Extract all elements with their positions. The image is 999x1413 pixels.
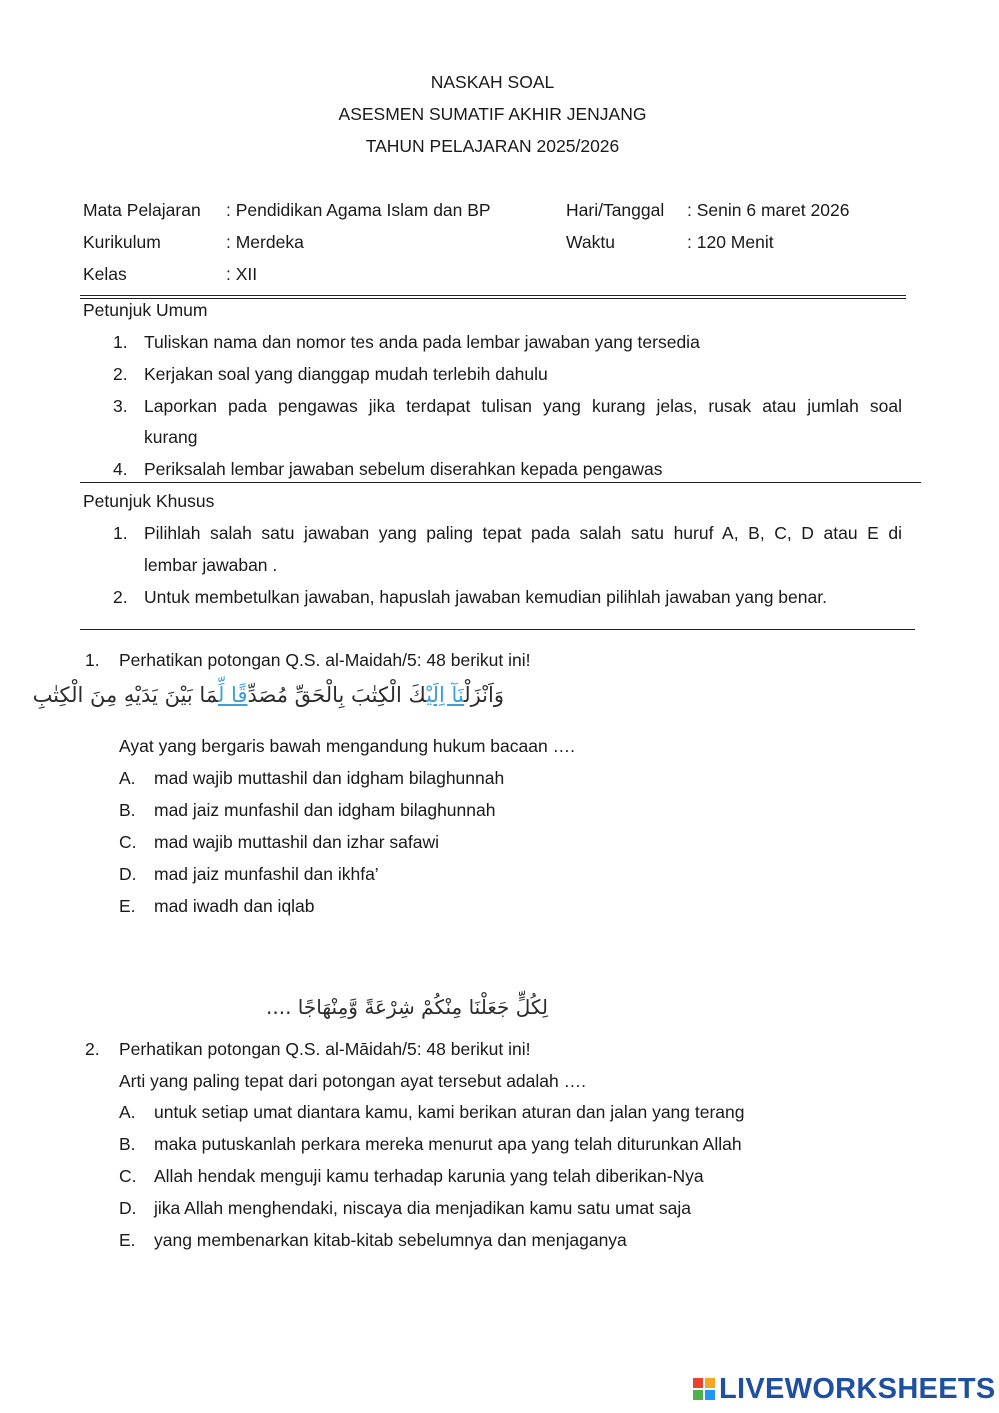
logo-square-4 [704, 1389, 716, 1401]
q2-option-c[interactable]: Allah hendak menguji kamu terhadap karunia yang telah diberikan-Nya [154, 1166, 704, 1186]
petunjuk-khusus-title: Petunjuk Khusus [83, 491, 215, 511]
divider-questions [80, 629, 915, 630]
q1-option-e-letter[interactable]: E. [119, 896, 136, 916]
q2-option-e-letter[interactable]: E. [119, 1230, 136, 1250]
q2-option-e[interactable]: yang membenarkan kitab-kitab sebelumnya dan menjaganya [154, 1230, 627, 1250]
q2-option-d[interactable]: jika Allah menghendaki, niscaya dia menjadikan kamu satu umat saja [154, 1198, 691, 1218]
doc-year: TAHUN PELAJARAN 2025/2026 [365, 136, 620, 156]
hari-label: Hari/Tanggal [566, 200, 665, 220]
pu-item-3-line2: kurang [144, 427, 198, 447]
petunjuk-umum-title: Petunjuk Umum [83, 300, 208, 320]
waktu-label: Waktu [566, 232, 615, 252]
pu-item-4: Periksalah lembar jawaban sebelum diserahkan kepada pengawas [144, 459, 663, 479]
pk-item-1-line2: lembar jawaban . [144, 555, 278, 575]
q2-option-a[interactable]: untuk setiap umat diantara kamu, kami berikan aturan dan jalan yang terang [154, 1102, 745, 1122]
q2-arabic-verse: لِكُلٍّ جَعَلْنَا مِنْكُمْ شِرْعَةً وَّمِنْهَاجًا .... [266, 995, 548, 1019]
q2-option-c-letter[interactable]: C. [119, 1166, 137, 1186]
q2-prompt: Arti yang paling tepat dari potongan ayat tersebut adalah …. [119, 1071, 586, 1091]
q1-arabic-part3: مَا بَيْنَ يَدَيْهِ مِنَ الْكِتٰبِ [32, 683, 218, 707]
pk-item-2: Untuk membetulkan jawaban, hapuslah jawaban kemudian pilihlah jawaban yang benar. [144, 587, 827, 607]
q2-option-b[interactable]: maka putuskanlah perkara mereka menurut apa yang telah diturunkan Allah [154, 1134, 742, 1154]
pk-item-1-line1: Pilihlah salah satu jawaban yang paling tepat pada salah satu huruf A, B, C, D atau E di [144, 523, 902, 543]
liveworksheets-logo[interactable] [692, 1373, 996, 1405]
divider-double-bottom [80, 298, 906, 299]
doc-subtitle: ASESMEN SUMATIF AKHIR JENJANG [338, 104, 647, 124]
q1-number: 1. [85, 650, 100, 670]
q1-option-c-letter[interactable]: C. [119, 832, 137, 852]
pu-item-1: Tuliskan nama dan nomor tes anda pada lembar jawaban yang tersedia [144, 332, 700, 352]
pu-num-4: 4. [113, 459, 128, 479]
liveworksheets-logo-icon [692, 1377, 716, 1401]
q2-option-a-letter[interactable]: A. [119, 1102, 136, 1122]
q1-option-c[interactable]: mad wajib muttashil dan izhar safawi [154, 832, 439, 852]
q1-arabic-underlined-2: قًا لِّ [217, 683, 248, 707]
divider-double-top [80, 295, 906, 296]
pu-num-3: 3. [113, 396, 128, 416]
logo-square-1 [692, 1377, 704, 1389]
liveworksheets-logo-text: LIVEWORKSHEETS [719, 1372, 996, 1405]
q1-prompt: Ayat yang bergaris bawah mengandung hukum bacaan …. [119, 736, 575, 756]
q1-arabic-underlined-1: نَآ اِلَيْ [426, 683, 465, 707]
q1-arabic-verse [32, 683, 504, 707]
waktu-value: : 120 Menit [687, 232, 774, 252]
pk-num-1: 1. [113, 523, 128, 543]
q1-option-d-letter[interactable]: D. [119, 864, 137, 884]
pu-item-3-line1: Laporkan pada pengawas jika terdapat tulisan yang kurang jelas, rusak atau jumlah soal [144, 396, 902, 416]
q1-option-a[interactable]: mad wajib muttashil dan idgham bilaghunnah [154, 768, 505, 788]
logo-square-3 [692, 1389, 704, 1401]
q1-option-b[interactable]: mad jaiz munfashil dan idgham bilaghunnah [154, 800, 496, 820]
kurikulum-value: : Merdeka [226, 232, 304, 252]
q1-arabic-part2: كَ الْكِتٰبَ بِالْحَقِّ مُصَدِّ [247, 683, 427, 707]
q2-option-d-letter[interactable]: D. [119, 1198, 137, 1218]
kelas-value: : XII [226, 264, 258, 284]
divider-petunjuk [80, 482, 921, 483]
q1-option-b-letter[interactable]: B. [119, 800, 136, 820]
q2-option-b-letter[interactable]: B. [119, 1134, 136, 1154]
q1-stem: Perhatikan potongan Q.S. al-Maidah/5: 48 berikut ini! [119, 650, 531, 670]
pu-num-1: 1. [113, 332, 128, 352]
q1-arabic-part1: وَاَنْزَلْ [464, 683, 504, 707]
q2-number: 2. [85, 1039, 100, 1059]
doc-title: NASKAH SOAL [430, 72, 555, 92]
q1-option-a-letter[interactable]: A. [119, 768, 136, 788]
pu-item-2: Kerjakan soal yang dianggap mudah terlebih dahulu [144, 364, 548, 384]
pk-num-2: 2. [113, 587, 128, 607]
q1-option-e[interactable]: mad iwadh dan iqlab [154, 896, 315, 916]
logo-square-2 [704, 1377, 716, 1389]
hari-value: : Senin 6 maret 2026 [687, 200, 850, 220]
mapel-value: : Pendidikan Agama Islam dan BP [226, 200, 491, 220]
mapel-label: Mata Pelajaran [83, 200, 201, 220]
q2-stem: Perhatikan potongan Q.S. al-Māidah/5: 48 berikut ini! [119, 1039, 531, 1059]
q1-option-d[interactable]: mad jaiz munfashil dan ikhfa’ [154, 864, 379, 884]
kurikulum-label: Kurikulum [83, 232, 161, 252]
pu-num-2: 2. [113, 364, 128, 384]
kelas-label: Kelas [83, 264, 127, 284]
